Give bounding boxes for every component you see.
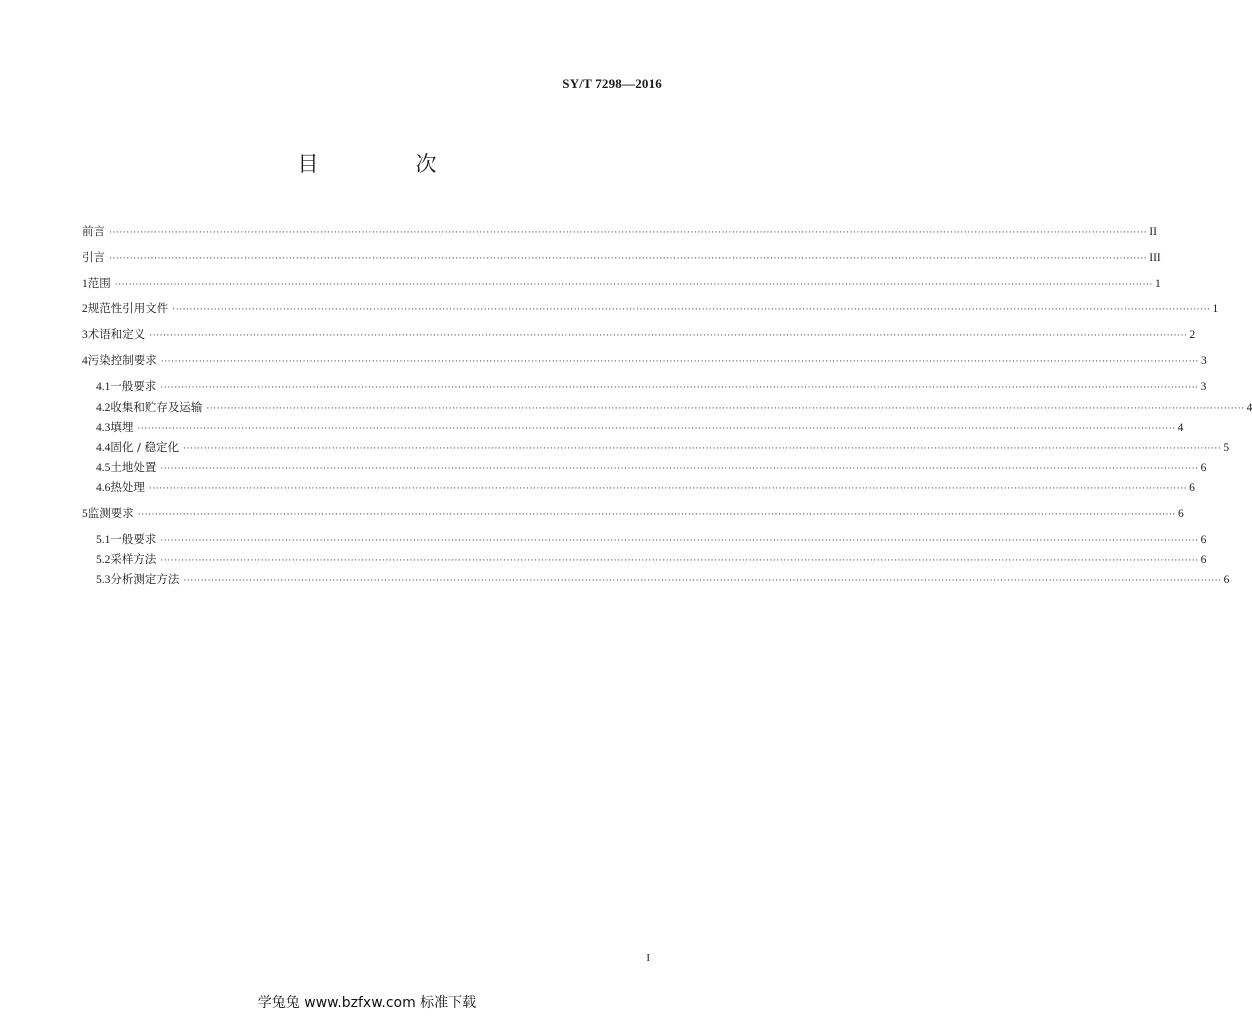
toc-number: 4.4 <box>96 442 111 454</box>
toc-number: 5.3 <box>96 574 111 586</box>
toc-subsection-row[interactable] <box>96 478 1195 496</box>
toc-dot-leader: ············································································································································································································································································································ <box>160 464 1199 474</box>
toc-number: 2 <box>82 303 88 315</box>
toc-page-number: 6 <box>1223 574 1230 586</box>
page-title: 目 次 <box>297 152 475 176</box>
toc-number: 5.2 <box>96 554 111 566</box>
toc-subsection-row[interactable] <box>96 550 1207 568</box>
toc-number: 4.2 <box>96 402 111 414</box>
toc-subsection-row[interactable] <box>96 418 1184 436</box>
toc-page-number: 3 <box>1201 355 1207 367</box>
toc-page-number: 4 <box>1246 402 1252 414</box>
toc-subsection-row[interactable] <box>96 570 1230 588</box>
toc-label: 热处理 <box>110 480 145 494</box>
toc-section-row[interactable] <box>82 248 1161 266</box>
toc-dot-leader: ············································································································································································································································································································ <box>160 536 1199 546</box>
toc-page-number: 5 <box>1223 442 1230 454</box>
toc-section-row[interactable] <box>82 299 1219 317</box>
toc-label: 一般要求 <box>110 379 157 393</box>
toc-page-number: 6 <box>1200 534 1207 546</box>
toc-subsection-row[interactable] <box>96 458 1207 476</box>
toc-dot-leader: ············································································································································································································································································································ <box>160 383 1199 393</box>
toc-dot-leader: ············································································································································································································································································································ <box>109 254 1148 264</box>
toc-page-number: III <box>1149 252 1161 264</box>
toc-number: 4.5 <box>96 462 111 474</box>
toc-label: 采样方法 <box>110 552 157 566</box>
page-number: I <box>646 952 650 964</box>
toc-subsection-row[interactable] <box>96 438 1230 456</box>
toc-label: 范围 <box>87 276 111 290</box>
toc-page-number: 4 <box>1177 422 1184 434</box>
toc-number: 1 <box>82 278 88 290</box>
toc-section-row[interactable] <box>82 274 1161 292</box>
standard-code: SY/T 7298—2016 <box>562 76 662 91</box>
toc-section-row[interactable] <box>82 222 1157 240</box>
toc-section-row[interactable] <box>82 325 1196 343</box>
toc-label: 污染控制要求 <box>87 353 157 367</box>
toc-dot-leader: ············································································································································································································································································································ <box>137 424 1176 434</box>
toc-dot-leader: ············································································································································································································································································································ <box>160 357 1199 367</box>
toc-number: 5.1 <box>96 534 111 546</box>
toc-page-number: 1 <box>1212 303 1219 315</box>
toc-page-number: II <box>1149 226 1157 238</box>
toc-label: 规范性引用文件 <box>87 301 169 315</box>
toc-number: 4 <box>82 355 88 367</box>
watermark-text: 学兔兔 www.bzfxw.com 标准下载 <box>257 995 477 1011</box>
toc-dot-leader: ············································································································································································································································································································ <box>206 404 1245 414</box>
toc-dot-leader: ············································································································································································································································································································ <box>114 280 1153 290</box>
toc-section-row[interactable] <box>82 351 1207 369</box>
toc-dot-leader: ············································································································································································································································································································ <box>172 305 1211 315</box>
toc-page-number: 6 <box>1178 508 1184 520</box>
toc-label: 土地处置 <box>110 460 157 474</box>
toc-dot-leader: ············································································································································································································································································································ <box>183 576 1222 586</box>
toc-page-number: 3 <box>1200 381 1207 393</box>
toc-dot-leader: ············································································································································································································································································································ <box>109 228 1148 238</box>
toc-label: 一般要求 <box>110 532 157 546</box>
toc-page-number: 6 <box>1200 462 1207 474</box>
toc-subsection-row[interactable] <box>96 530 1207 548</box>
toc-dot-leader: ············································································································································································································································································································ <box>160 556 1199 566</box>
toc-label: 分析测定方法 <box>110 572 180 586</box>
toc-number: 4.1 <box>96 381 111 393</box>
toc-label: 监测要求 <box>87 506 134 520</box>
toc-label: 固化 / 稳定化 <box>110 440 180 454</box>
toc-label: 引言 <box>82 250 105 264</box>
toc-dot-leader: ············································································································································································································································································································ <box>148 484 1188 494</box>
toc-page-number: 6 <box>1189 482 1195 494</box>
toc-page-number: 1 <box>1155 278 1161 290</box>
toc-page-number: 6 <box>1200 554 1207 566</box>
toc-dot-leader: ············································································································································································································································································································ <box>137 510 1176 520</box>
toc-page-number: 2 <box>1189 329 1196 341</box>
toc-number: 4.6 <box>96 482 111 494</box>
toc-number: 3 <box>82 329 88 341</box>
toc-label: 前言 <box>82 224 105 238</box>
toc-dot-leader: ············································································································································································································································································································ <box>149 331 1188 341</box>
toc-subsection-row[interactable] <box>96 377 1207 395</box>
toc-number: 4.3 <box>96 422 111 434</box>
toc-label: 术语和定义 <box>87 327 146 341</box>
toc-section-row[interactable] <box>82 504 1184 522</box>
toc-number: 5 <box>82 508 88 520</box>
toc-label: 收集和贮存及运输 <box>110 400 203 414</box>
toc-label: 填埋 <box>110 420 134 434</box>
toc-dot-leader: ············································································································································································································································································································ <box>183 444 1222 454</box>
toc-subsection-row[interactable] <box>96 398 1252 416</box>
